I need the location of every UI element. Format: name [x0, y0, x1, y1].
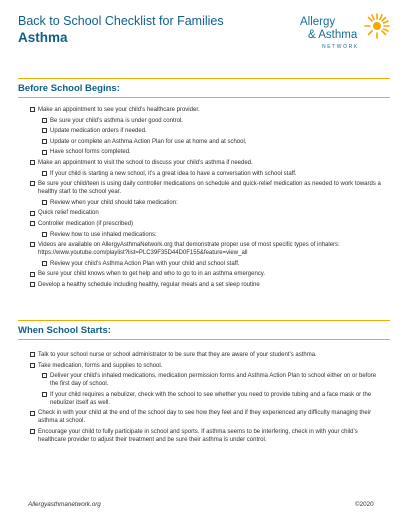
checklist-item: Controller medication (if prescribed) [30, 220, 386, 228]
checkbox-icon[interactable] [42, 150, 47, 155]
checklist-item: Have school forms completed. [42, 148, 386, 156]
checklist-item: Videos are available on AllergyAsthmaNetwork.org that demonstrate proper use of most specific types of inhalers: https://www.youtube.com/playlist?list=PLC39F35D44D0F155&feature=view_all [30, 241, 386, 257]
checklist-item: Be sure your child’s asthma is under good control. [42, 117, 386, 125]
checkbox-icon[interactable] [42, 261, 47, 266]
checklist-item: Quick relief medication [30, 209, 386, 217]
checkbox-icon[interactable] [30, 272, 35, 277]
checkbox-icon[interactable] [30, 282, 35, 287]
footer-website: Allergyasthmanetwork.org [28, 501, 101, 508]
logo-text-allergy: Allergy [300, 16, 336, 28]
checkbox-icon[interactable] [30, 411, 35, 416]
checklist-item: Review your child’s Asthma Action Plan with your child and school staff. [42, 260, 386, 268]
checklist-item: Be sure your child/teen is using daily controller medications on schedule and quick-relief medication as needed to work towards a healthy start to the school year. [30, 180, 386, 196]
section-heading-school-starts: When School Starts: [18, 325, 111, 336]
checklist-item: Take medication, forms and supplies to school. [30, 362, 386, 370]
checklist-item: Make an appointment to visit the school to discuss your child’s asthma if needed. [30, 159, 386, 167]
footer-copyright: ©2020 [355, 501, 374, 508]
checkbox-icon[interactable] [42, 392, 47, 397]
school-starts-checklist [30, 351, 386, 447]
checkbox-icon[interactable] [42, 373, 47, 378]
checklist-item: Update or complete an Asthma Action Plan for use at home and at school, [42, 138, 386, 146]
checklist-item: Review when your child should take medication: [42, 199, 386, 207]
checkbox-icon[interactable] [42, 128, 47, 133]
checkbox-icon[interactable] [30, 429, 35, 434]
checkbox-icon[interactable] [30, 242, 35, 247]
sun-icon [362, 12, 392, 40]
section-divider [18, 97, 390, 98]
checkbox-icon[interactable] [42, 139, 47, 144]
section-divider [18, 339, 390, 340]
checkbox-icon[interactable] [30, 352, 35, 357]
checklist-item: Be sure your child knows when to get help and who to go to in an asthma emergency. [30, 270, 386, 278]
logo-text-network: NETWORK [322, 44, 359, 50]
checkbox-icon[interactable] [30, 363, 35, 368]
checkbox-icon[interactable] [42, 232, 47, 237]
checklist-item: Update medication orders if needed. [42, 127, 386, 135]
allergy-asthma-network-logo [300, 12, 392, 62]
checklist-item: If your child requires a nebulizer, check with the school to see whether you need to provide tubing and a face mask or the nebulizer itself as well. [42, 391, 386, 407]
before-school-checklist [30, 106, 386, 292]
section-divider [18, 320, 390, 321]
section-heading-before-school: Before School Begins: [18, 83, 120, 94]
checklist-item: Check in with your child at the end of the school day to see how they feel and if they experienced any difficulty managing their asthma at school. [30, 409, 386, 425]
checkbox-icon[interactable] [30, 160, 35, 165]
page-subtitle: Asthma [18, 30, 68, 45]
section-divider [18, 78, 390, 79]
checkbox-icon[interactable] [42, 118, 47, 123]
checkbox-icon[interactable] [30, 107, 35, 112]
checkbox-icon[interactable] [42, 171, 47, 176]
checklist-item: Make an appointment to see your child’s healthcare provider. [30, 106, 386, 114]
checklist-item: Review how to use inhaled medications: [42, 231, 386, 239]
checkbox-icon[interactable] [30, 181, 35, 186]
page-title: Back to School Checklist for Families [18, 14, 224, 28]
checklist-item: If your child is starting a new school, it’s a great idea to have a conversation with school staff. [42, 170, 386, 178]
checklist-item: Encourage your child to fully participate in school and sports. If asthma seems to be interfering, check in with your child’s healthcare provider to adjust their treatment and be sure their asthma is under control. [30, 428, 386, 444]
checklist-item: Talk to your school nurse or school administrator to be sure that they are aware of your student’s asthma. [30, 351, 386, 359]
checklist-item: Develop a healthy schedule including healthy, regular meals and a set sleep routine [30, 281, 386, 289]
checkbox-icon[interactable] [30, 211, 35, 216]
checkbox-icon[interactable] [30, 221, 35, 226]
checkbox-icon[interactable] [42, 200, 47, 205]
checklist-item: Deliver your child’s inhaled medications, medication permission forms and Asthma Action Plan to school either on or before the first day of school. [42, 372, 386, 388]
logo-text-asthma: & Asthma [308, 29, 358, 41]
